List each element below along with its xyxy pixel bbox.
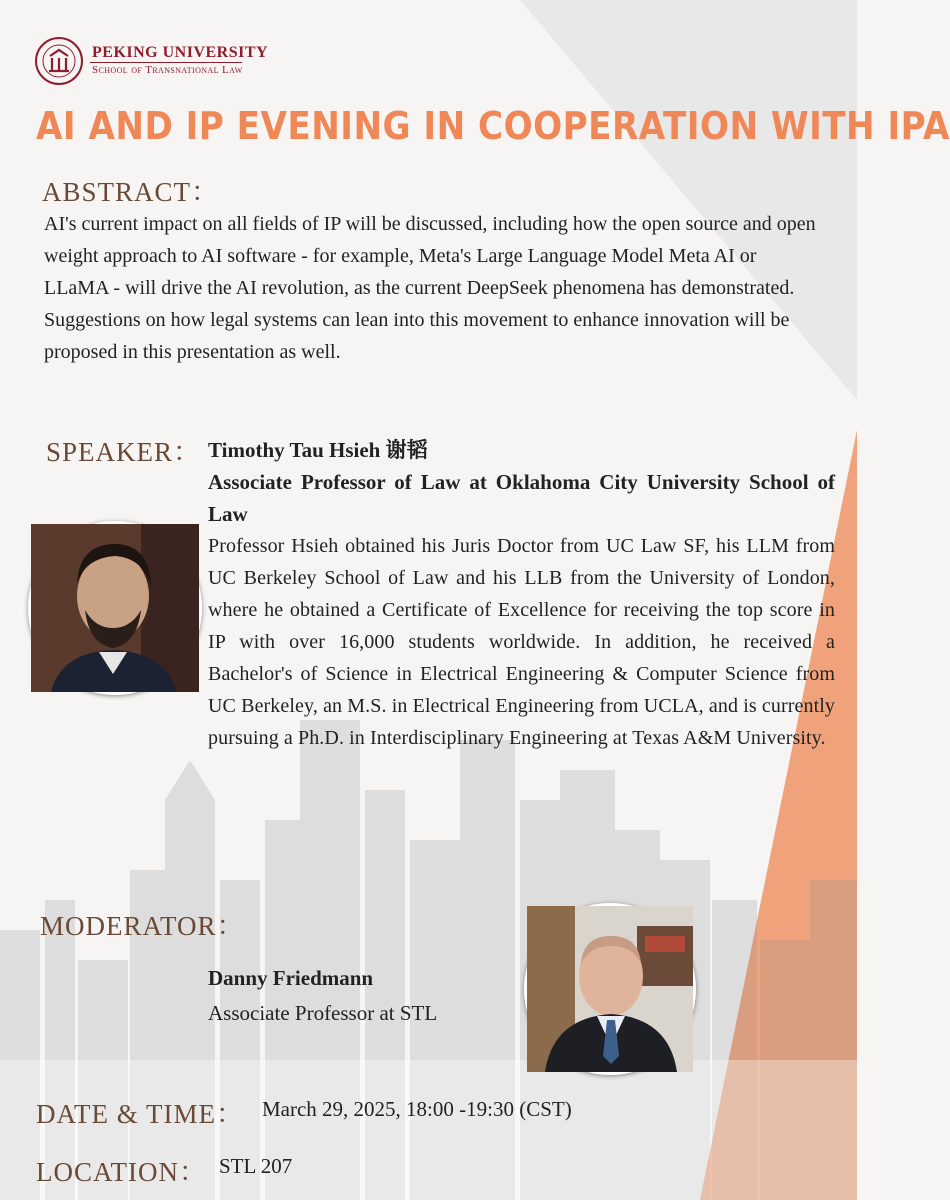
moderator-photo (524, 903, 696, 1075)
university-name: PEKING UNIVERSITY (92, 44, 269, 61)
speaker-bio: Professor Hsieh obtained his Juris Doctor from UC Law SF, his LLM from UC Berkeley School of Law and his LLB from the University of London, where he obtained a Certificate of Excellence for receiving the top score in IP with over 16,000 students worldwide. In addition, he received a Bachelor's of Science in Electrical Engineering & Computer Science from UC Berkeley, an M.S. in Electrical Engineering from UCLA, and is currently pursuing a Ph.D. in Interdisciplinary Engineering at Texas A&M University. (208, 535, 835, 749)
moderator-heading: MODERATOR： (40, 911, 245, 941)
location-value: STL 207 (219, 1154, 293, 1178)
date-time-value: March 29, 2025, 18:00 -19:30 (CST) (262, 1097, 572, 1121)
moderator-position: Associate Professor at STL (208, 1001, 438, 1025)
speaker-position: Associate Professor of Law at Oklahoma City University School of Law (208, 470, 835, 526)
speaker-name: Timothy Tau Hsieh 谢韬 (208, 438, 428, 462)
logo-divider (90, 62, 242, 63)
abstract-text: AI's current impact on all fields of IP will be discussed, including how the open source and open weight approach to AI software - for example, Meta's Large Language Model Meta AI or LLaMA - will drive the AI revolution, as the current DeepSeek phenomena has demonstrated. Suggestions on how legal systems can lean into this movement to enhance innovation will be proposed in this presentation as well. (44, 213, 816, 363)
event-title: AI AND IP EVENING IN COOPERATION WITH IPA (36, 104, 950, 148)
date-time-heading: DATE & TIME： (36, 1099, 244, 1129)
location-heading: LOCATION： (36, 1157, 207, 1187)
school-name: School of Transnational Law (92, 64, 243, 76)
moderator-name: Danny Friedmann (208, 966, 374, 990)
abstract-heading: ABSTRACT： (42, 177, 220, 207)
speaker-info (208, 434, 835, 754)
university-seal-logo (34, 36, 84, 86)
speaker-photo (28, 521, 202, 695)
speaker-heading: SPEAKER： (46, 437, 202, 467)
